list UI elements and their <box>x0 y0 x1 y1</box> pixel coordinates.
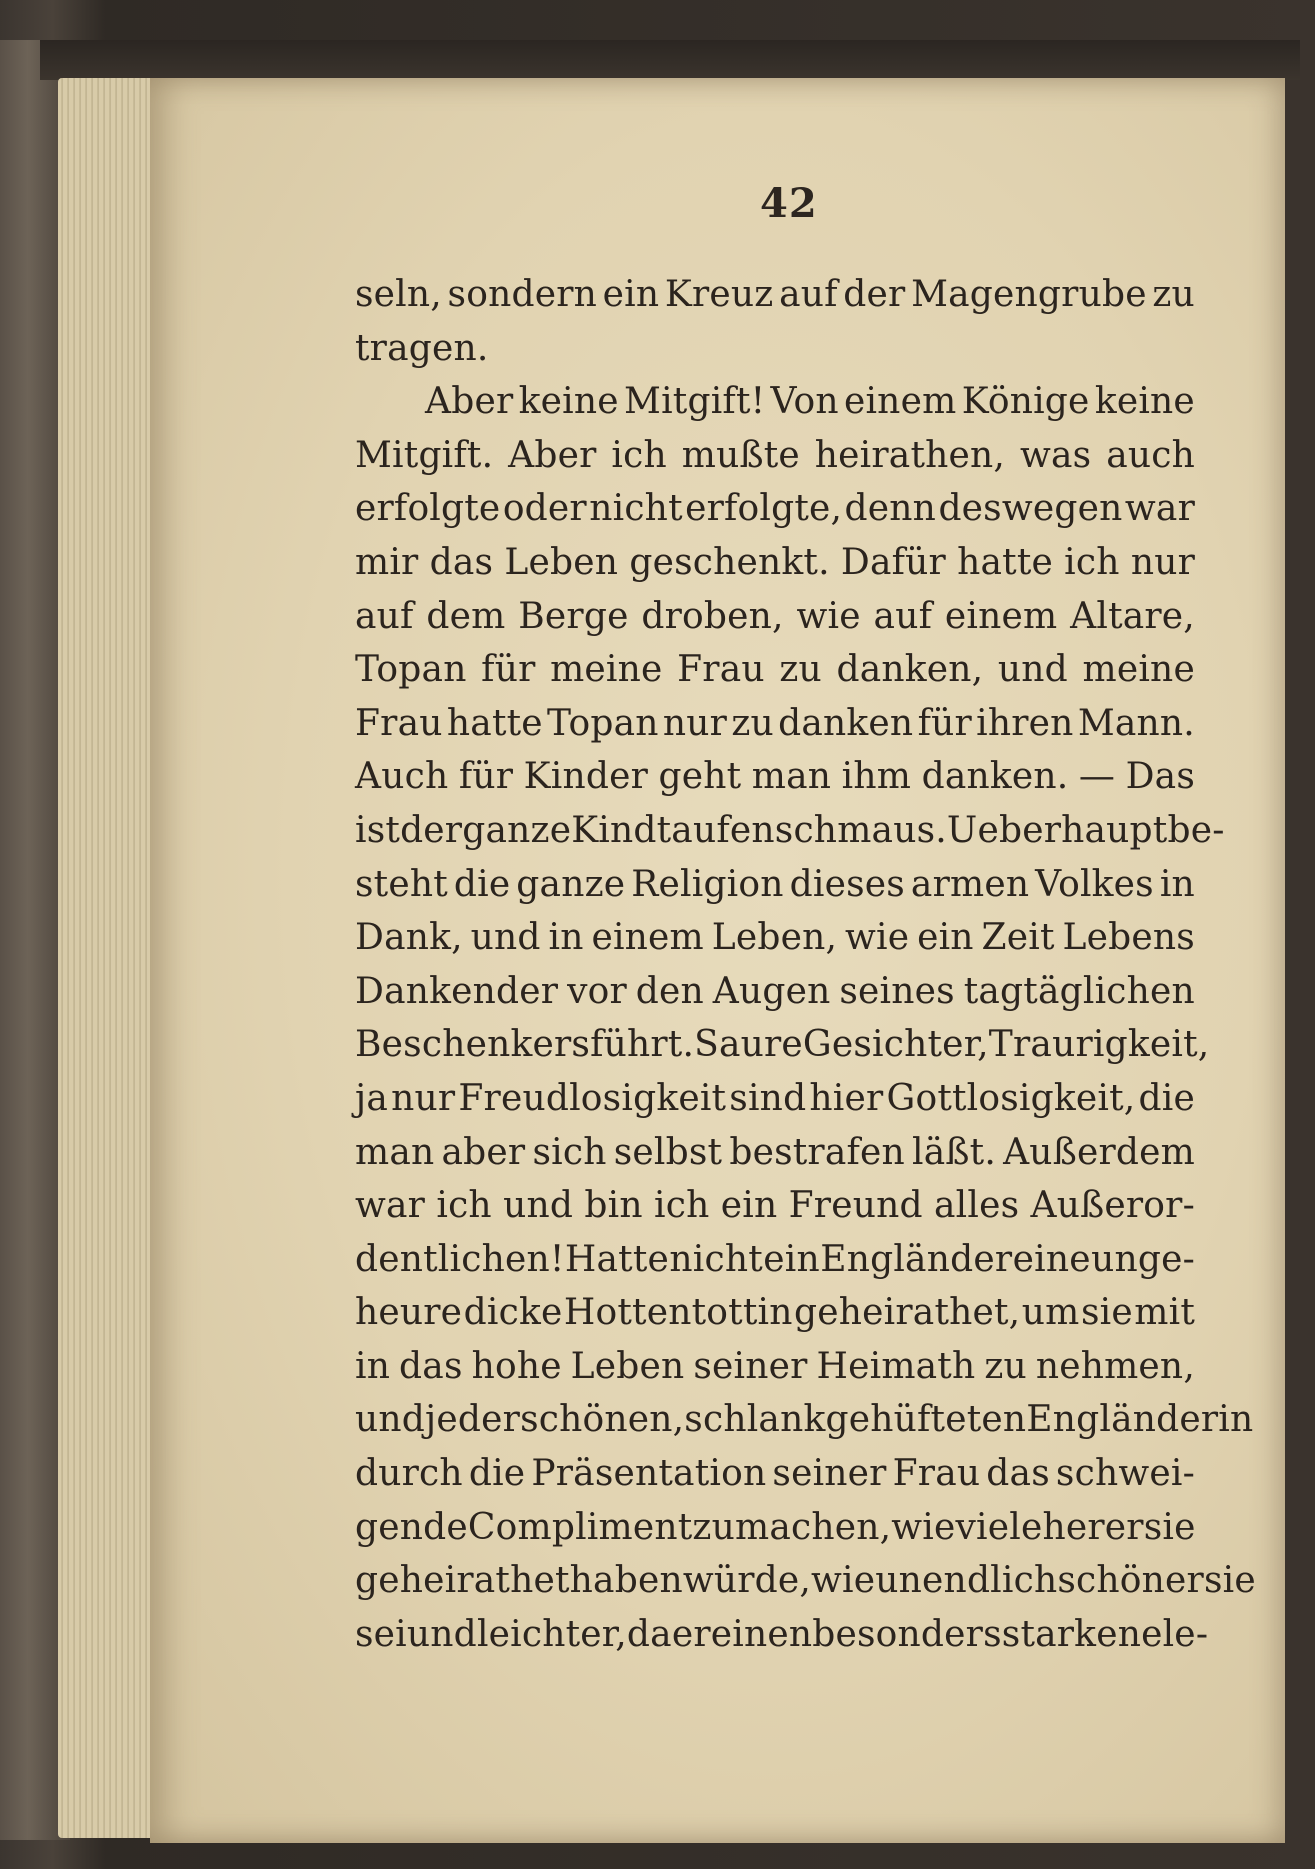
text-line: Mitgift. Aber ich mußte heirathen, was auch <box>355 434 1195 476</box>
text-line: gende Compliment zu machen, wieviel eher er sie <box>355 1506 1196 1548</box>
text-line: mir das Leben geschenkt. Dafür hatte ich nur <box>355 541 1195 583</box>
text-block <box>355 268 1256 1661</box>
text-line: ja nur Freudlosigkeit sind hier Gottlosigkeit, die <box>355 1077 1195 1119</box>
text-line: Beschenkers führt. Saure Gesichter, Traurigkeit, <box>355 1024 1210 1066</box>
text-line: Dankender vor den Augen seines tagtäglichen <box>355 970 1195 1012</box>
text-line: heure dicke Hottentottin geheirathet, um sie mit <box>355 1292 1195 1334</box>
text-line: dentlichen! Hatte nicht ein Engländer eine unge- <box>355 1238 1195 1280</box>
text-line: und jeder schönen, schlankgehüfteten Engländerin <box>355 1399 1254 1441</box>
text-line: tragen. <box>355 327 489 369</box>
text-line: Auch für Kinder geht man ihm danken. — Das <box>355 756 1195 798</box>
text-line: seln, sondern ein Kreuz auf der Magengrube zu <box>355 274 1195 315</box>
text-line: auf dem Berge droben, wie auf einem Altare, <box>355 595 1195 637</box>
text-line: war ich und bin ich ein Freund alles Außeror- <box>355 1185 1195 1227</box>
book-cover-top <box>40 40 1300 80</box>
text-line: steht die ganze Religion dieses armen Volkes in <box>355 863 1195 905</box>
text-line: Dank, und in einem Leben, wie ein Zeit Lebens <box>355 917 1195 959</box>
text-line: man aber sich selbst bestrafen läßt. Außerdem <box>355 1131 1195 1173</box>
text-line: Aber keine Mitgift! Von einem Könige keine <box>425 381 1195 423</box>
text-line: erfolgte oder nicht erfolgte, denn deswegen war <box>355 488 1195 530</box>
text-line: durch die Präsentation seiner Frau das schwei- <box>355 1453 1195 1495</box>
text-line: sei und leichter, da er einen besonders starken ele- <box>355 1613 1209 1655</box>
text-line: ist der ganze Kindtaufenschmaus. Ueberhaupt be- <box>355 809 1225 851</box>
text-line: Frau hatte Topan nur zu danken für ihren Mann. <box>355 702 1195 744</box>
text-line: in das hohe Leben seiner Heimath zu nehmen, <box>355 1345 1195 1387</box>
text-line: Topan für meine Frau zu danken, und meine <box>355 649 1195 691</box>
page-number: 42 <box>760 180 818 227</box>
text-line: geheirathet haben würde, wie unendlich schöner sie <box>355 1560 1256 1602</box>
